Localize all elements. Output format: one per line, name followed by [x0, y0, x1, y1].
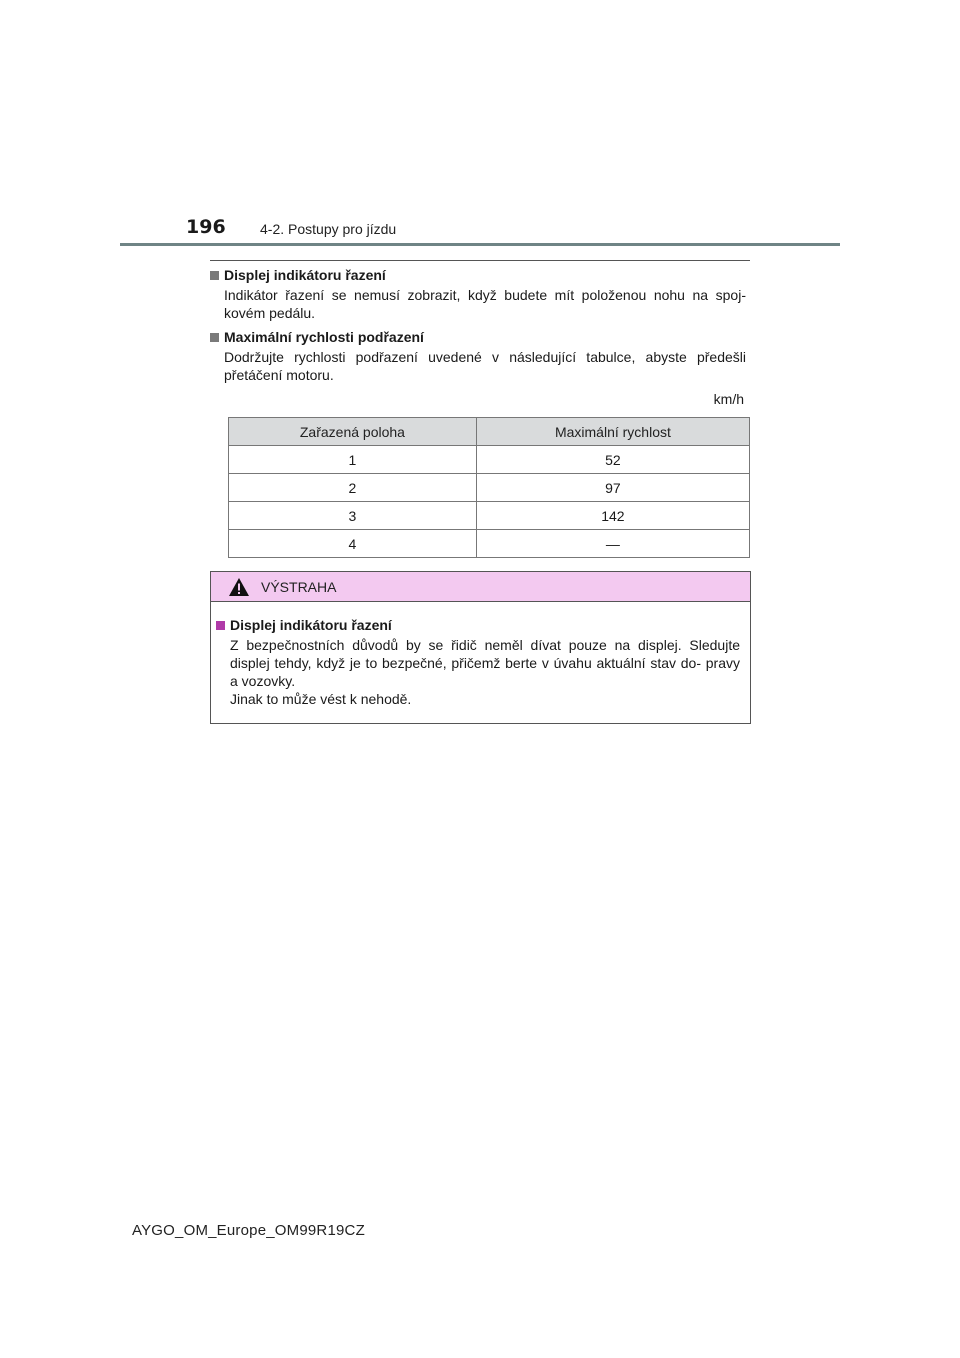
document-code: AYGO_OM_Europe_OM99R19CZ	[132, 1222, 365, 1239]
item-text: Dodržujte rychlosti podřazení uvedené v následující tabulce, abyste předešli přetáčení motoru.	[224, 349, 746, 383]
warning-label: VÝSTRAHA	[261, 578, 337, 595]
warning-triangle-icon	[228, 577, 250, 597]
table-cell: 1	[229, 446, 477, 474]
table-row	[229, 502, 750, 530]
table-cell: 2	[229, 474, 477, 502]
table-cell: 142	[476, 502, 749, 530]
section-divider	[210, 260, 750, 261]
table-cell: 4	[229, 530, 477, 558]
warning-text: Z bezpečnostních důvodů by se řidič neměl dívat pouze na displej. Sledujte displej tehdy, když je to bezpečné, přičemž berte v úvahu aktuální stav do- pravy a vozovky.	[230, 637, 740, 689]
table-row	[229, 446, 750, 474]
downshift-speed-table	[228, 417, 750, 558]
item-heading	[210, 266, 746, 284]
section-title: 4-2. Postupy pro jízdu	[260, 221, 397, 237]
table-row	[229, 530, 750, 558]
table-row	[229, 474, 750, 502]
table-cell: 3	[229, 502, 477, 530]
square-bullet-icon	[216, 621, 225, 630]
column-header: Maximální rychlost	[476, 418, 749, 446]
item-title: Displej indikátoru řazení	[224, 267, 386, 283]
column-header: Zařazená poloha	[229, 418, 477, 446]
table-cell: 97	[476, 474, 749, 502]
warning-box	[210, 571, 751, 724]
warning-item-heading	[216, 616, 740, 634]
item-text: Indikátor řazení se nemusí zobrazit, když budete mít položenou nohu na spoj- kovém pedálu.	[224, 287, 746, 321]
square-bullet-icon	[210, 271, 219, 280]
table-cell: —	[476, 530, 749, 558]
warning-text: Jinak to může vést k nehodě.	[230, 691, 412, 707]
unit-label: km/h	[713, 391, 744, 407]
page-number: 196	[186, 216, 226, 238]
table-header-row	[229, 418, 750, 446]
warning-title: Displej indikátoru řazení	[230, 617, 392, 633]
item-heading	[210, 328, 746, 346]
warning-body	[211, 602, 750, 708]
table-cell: 52	[476, 446, 749, 474]
warning-header	[211, 572, 750, 602]
square-bullet-icon	[210, 333, 219, 342]
item-title: Maximální rychlosti podřazení	[224, 329, 424, 345]
header-rule	[120, 243, 840, 246]
content-block	[210, 266, 746, 408]
